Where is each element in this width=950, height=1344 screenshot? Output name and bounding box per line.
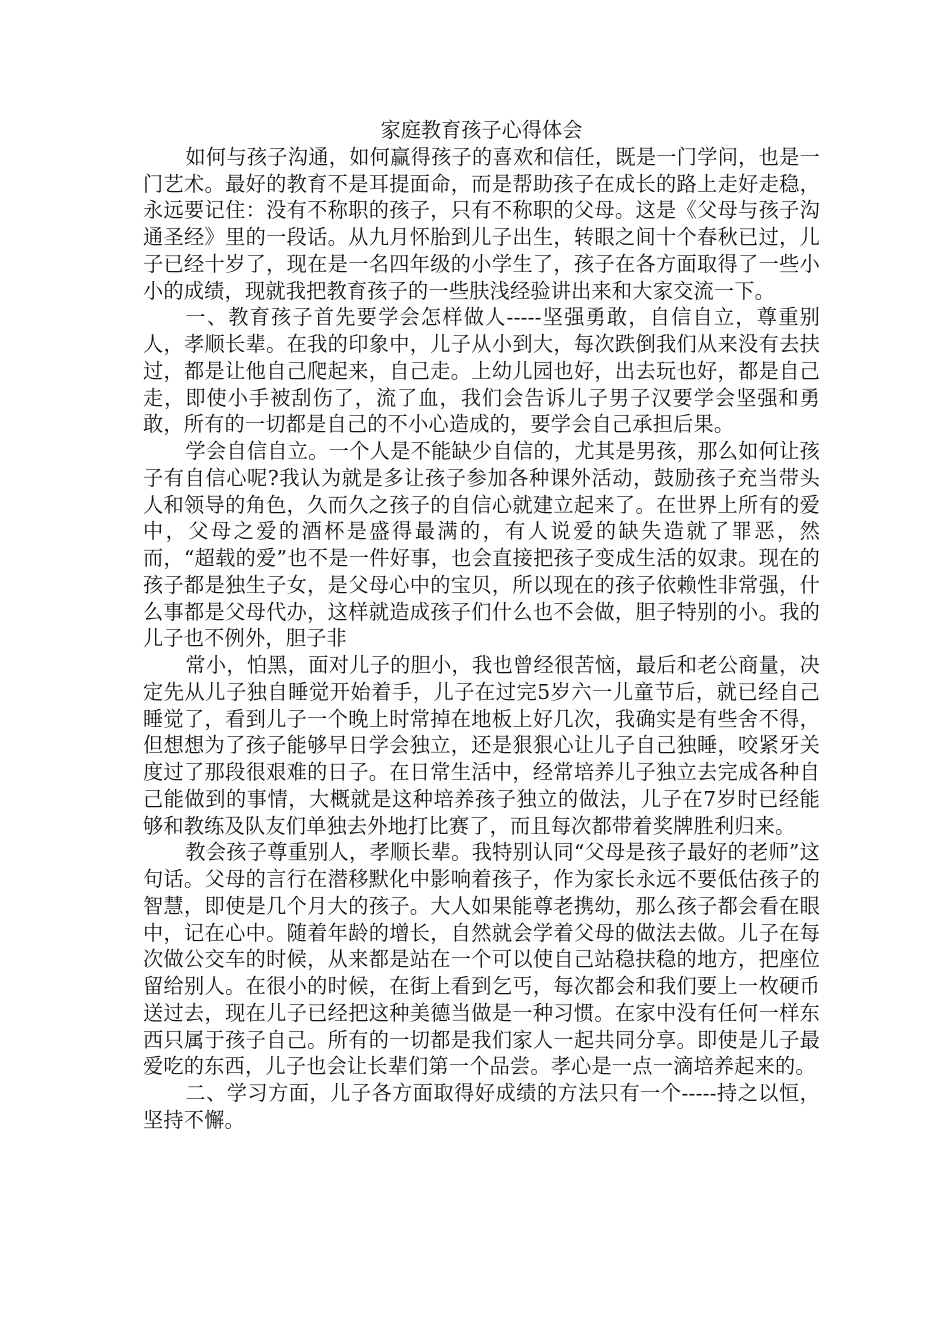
paragraph-confidence: 学会自信自立。一个人是不能缺少自信的，尤其是男孩，那么如何让孩子有自信心呢?我认为就是多让孩子参加各种课外活动，鼓励孩子充当带头人和领导的角色，久而久之孩子的自信心就建立起来了。在世界上所有的爱中，父母之爱的酒杯是盛得最满的，有人说爱的缺失造就了罪恶，然而，“超载的爱”也不是一件好事，也会直接把孩子变成生活的奴隶。现在的孩子都是独生子女，是父母心中的宝贝，所以现在的孩子依赖性非常强，什么事都是父母代办，这样就造成孩子们什么也不会做，胆子特别的小。我的儿子也不例外，胆子非 [143, 439, 820, 651]
paragraph-section-one: 一、教育孩子首先要学会怎样做人-----坚强勇敢，自信自立，尊重别人，孝顺长辈。在我的印象中，儿子从小到大，每次跌倒我们从来没有去扶过，都是让他自己爬起来，自己走。上幼儿园也好，出去玩也好，都是自己走，即使小手被刮伤了，流了血，我们会告诉儿子男子汉要学会坚强和勇敢，所有的一切都是自己的不小心造成的，要学会自己承担后果。 [143, 305, 820, 437]
paragraph-respect: 教会孩子尊重别人，孝顺长辈。我特别认同“父母是孩子最好的老师”这句话。父母的言行在潜移默化中影响着孩子，作为家长永远不要低估孩子的智慧，即使是几个月大的孩子。大人如果能尊老携幼，那么孩子都会看在眼中，记在心中。随着年龄的增长，自然就会学着父母的做法去做。儿子在每次做公交车的时候，从来都是站在一个可以使自己站稳扶稳的地方，把座位留给别人。在很小的时候，在街上看到乞丐，每次都会和我们要上一枚硬币送过去，现在儿子已经把这种美德当做是一种习惯。在家中没有任何一样东西只属于孩子自己。所有的一切都是我们家人一起共同分享。即使是儿子最爱吃的东西，儿子也会让长辈们第一个品尝。孝心是一点一滴培养起来的。 [143, 840, 820, 1079]
paragraph-intro: 如何与孩子沟通，如何赢得孩子的喜欢和信任，既是一门学问，也是一门艺术。最好的教育不是耳提面命，而是帮助孩子在成长的路上走好走稳，永远要记住：没有不称职的孩子，只有不称职的父母。这是《父母与孩子沟通圣经》里的一段话。从九月怀胎到儿子出生，转眼之间十个春秋已过，儿子已经十岁了，现在是一名四年级的小学生了，孩子在各方面取得了一些小小的成绩，现就我把教育孩子的一些肤浅经验讲出来和大家交流一下。 [143, 144, 820, 303]
paragraph-section-two: 二、学习方面，儿子各方面取得好成绩的方法只有一个-----持之以恒，坚持不懈。 [143, 1081, 820, 1132]
paragraph-independence: 常小，怕黑，面对儿子的胆小，我也曾经很苦恼，最后和老公商量，决定先从儿子独自睡觉开始着手，儿子在过完5岁六一儿童节后，就已经自己睡觉了，看到儿子一个晚上时常掉在地板上好几次，我确实是有些舍不得，但想想为了孩子能够早日学会独立，还是狠狠心让儿子自己独睡，咬紧牙关度过了那段很艰难的日子。在日常生活中，经常培养儿子独立去完成各种自己能做到的事情，大概就是这种培养孩子独立的做法，儿子在7岁时已经能够和教练及队友们单独去外地打比赛了，而且每次都带着奖牌胜利归来。 [143, 653, 820, 838]
document-page [143, 117, 820, 1134]
document-title: 家庭教育孩子心得体会 [380, 118, 583, 142]
